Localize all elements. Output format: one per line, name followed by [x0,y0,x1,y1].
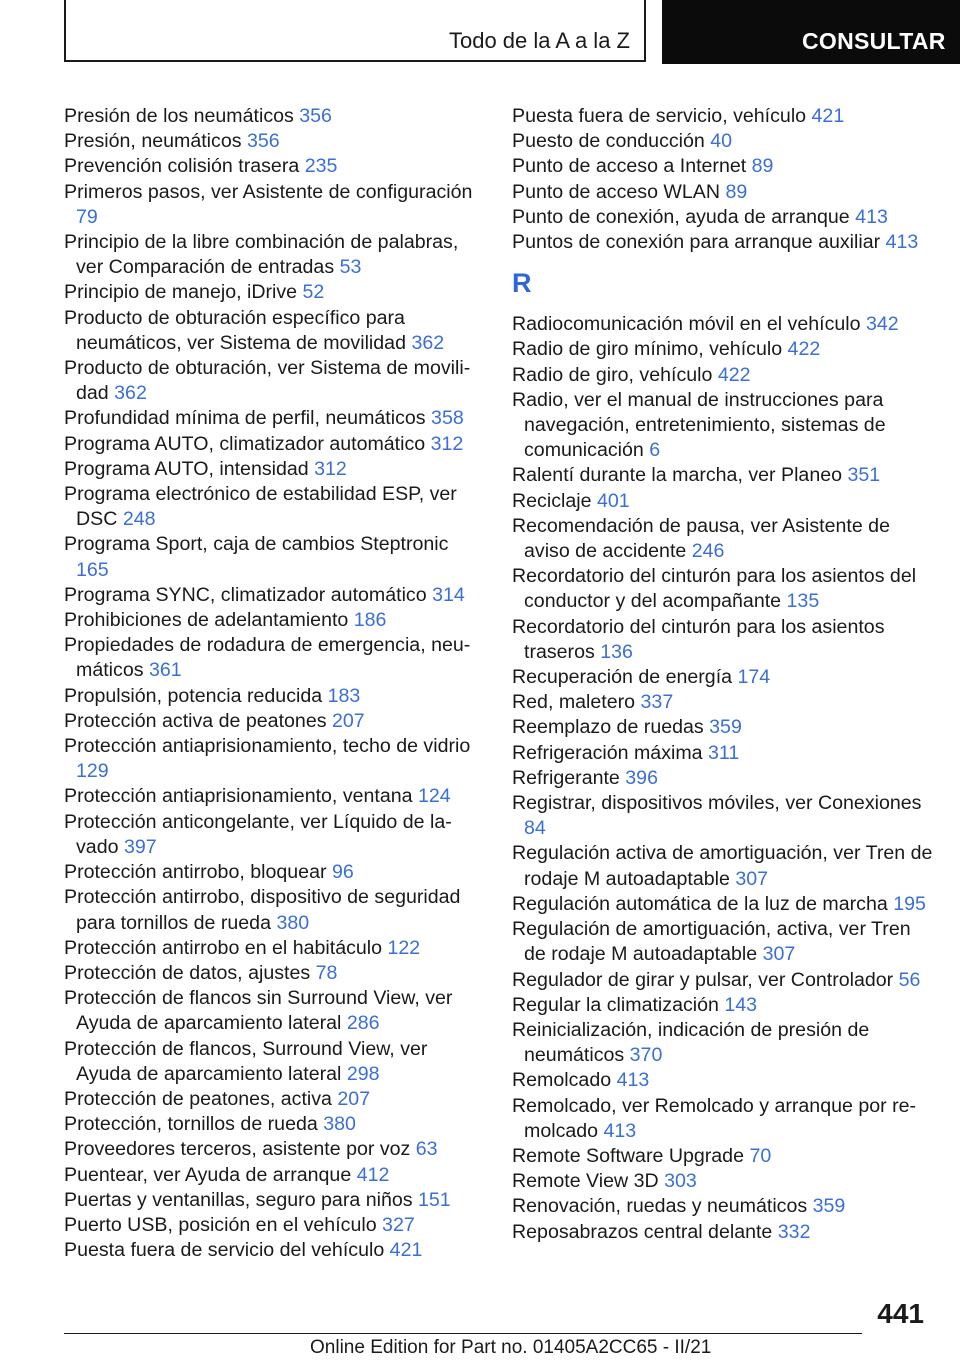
index-entry-text: Protección de flancos sin Surround View, ver Ayuda de aparcamiento lateral [64,987,453,1035]
index-entry-text: Puesta fuera de servicio del vehículo [64,1239,385,1262]
page-reference-link[interactable]: 422 [717,363,751,386]
index-entry [512,489,934,514]
page-reference-link[interactable]: 84 [524,817,546,840]
page-reference-link[interactable]: 70 [749,1144,772,1167]
index-entry-text: Regulador de girar y pulsar, ver Controlador [512,968,894,991]
index-entry [512,1169,934,1194]
index-entry [512,388,934,464]
page-reference-link[interactable]: 248 [122,508,156,531]
page-reference-link[interactable]: 396 [625,766,658,789]
index-entry-text: Presión, neumáticos [64,130,242,153]
page-reference-link[interactable]: 421 [811,105,845,127]
index-entry-text: Prohibiciones de adelantamiento [64,609,349,632]
index-entry-text: Reemplazo de ruedas [512,716,704,739]
index-entry-text: Registrar, dispositivos móviles, ver Conexiones [512,792,922,815]
index-entry-text: Recomendación de pausa, ver Asistente de aviso de accidente [512,514,890,563]
page-reference-link[interactable]: 78 [315,961,338,984]
page-reference-link[interactable]: 397 [123,835,157,858]
page-reference-link[interactable]: 422 [787,338,821,361]
index-entry [512,993,934,1018]
index-entry-text: Radio, ver el manual de instrucciones para navegación, entretenimiento, sistemas de comunicación [512,388,886,462]
page-reference-link[interactable]: 307 [735,867,769,890]
index-entry [64,709,482,734]
page-reference-link[interactable]: 286 [346,1012,380,1035]
index-entry [512,363,934,388]
index-entry-text: Puerto USB, posición en el vehículo [64,1213,377,1236]
index-entry-text: Programa AUTO, climatizador automático [64,432,426,455]
footer-edition: Online Edition for Part no. 01405A2CC65 - II/21 [310,1337,712,1358]
index-entry [64,1112,482,1137]
page-reference-link[interactable]: 359 [709,716,742,739]
index-entry [64,1238,482,1263]
index-entry [64,885,482,935]
index-entry [64,280,482,305]
page-reference-link[interactable]: 312 [430,432,464,455]
index-entry-text: Reposabrazos central delante [512,1220,773,1243]
index-entry-text: Protección, tornillos de rueda [64,1113,318,1136]
page-reference-link[interactable]: 311 [708,741,740,764]
index-entry-text: Principio de la libre combinación de palabras, ver Comparación de entradas [64,231,459,279]
page-reference-link[interactable]: 195 [893,892,926,915]
index-entry-text: Punto de conexión, ayuda de arranque [512,205,850,228]
index-entry-text: Red, maletero [512,691,636,714]
header-tab[interactable] [662,0,960,64]
index-entry-text: Recordatorio del cinturón para los asientos del conductor y del acompañante [512,565,917,613]
letter-heading: R [512,268,532,299]
page-reference-link[interactable]: 40 [710,130,733,153]
index-entry-text: Puentear, ver Ayuda de arranque [64,1163,352,1186]
index-entry [512,690,934,715]
index-entry [64,129,482,154]
page-reference-link[interactable]: 52 [302,281,325,304]
index-column-left [64,104,482,1263]
index-entry-text: Remolcado [512,1069,612,1092]
page-reference-link[interactable]: 207 [337,1087,371,1110]
index-entry-text: Radio de giro mínimo, vehículo [512,338,783,361]
index-entry-text: Puesta fuera de servicio, vehículo [512,105,807,127]
page-reference-link[interactable]: 370 [629,1044,663,1067]
index-entry [512,1194,934,1219]
index-entry [512,841,934,891]
index-entry [512,892,934,917]
index-entry [64,1163,482,1188]
index-entry-text: Radiocomunicación móvil en el vehículo [512,313,861,336]
page-reference-link[interactable]: 312 [314,457,347,480]
index-entry-text: Regulación de amortiguación, activa, ver Tren de rodaje M autoadaptable [512,918,911,966]
index-entry [512,230,934,255]
page-reference-link[interactable]: 356 [246,130,280,153]
index-entry-text: Prevención colisión trasera [64,155,300,178]
page-reference-link[interactable]: 89 [725,180,748,203]
index-entry [64,532,482,582]
index-entry-text: Primeros pasos, ver Asistente de configuración [64,180,473,203]
index-entry-text: Proveedores terceros, asistente por voz [64,1138,411,1161]
index-entry [512,564,934,614]
index-entry-text: Programa SYNC, climatizador automático [64,583,427,606]
page-reference-link[interactable]: 303 [664,1170,697,1193]
index-entry-text: Regulación activa de amortiguación, ver Tren de rodaje M autoadaptable [512,842,933,890]
index-group-p-continued [512,104,934,255]
page-reference-link[interactable]: 413 [616,1069,650,1092]
index-entry-text: Punto de acceso WLAN [512,180,721,203]
page-reference-link[interactable]: 362 [411,331,445,354]
index-entry [64,1188,482,1213]
index-column-right [512,104,934,1245]
index-entry [512,514,934,564]
index-entry [512,741,934,766]
index-entry [64,583,482,608]
index-entry [512,1220,934,1245]
page-reference-link[interactable]: 380 [276,911,310,934]
page-reference-link[interactable]: 56 [898,968,921,991]
index-entry [512,1094,934,1144]
index-entry [64,306,482,356]
index-entry [64,406,482,431]
index-entry-text: Protección antiaprisionamiento, techo de vidrio [64,735,471,758]
page-reference-link[interactable]: 186 [353,609,387,632]
index-entry [64,1087,482,1112]
index-entry [512,463,934,488]
index-entry-text: Propiedades de rodadura de emergencia, neumáticos [64,634,471,682]
index-entry-text: Reciclaje [512,489,592,512]
page-reference-link[interactable]: 143 [724,993,758,1016]
index-entry-text: Protección antirrobo en el habitáculo [64,936,383,959]
page-reference-link[interactable]: 136 [600,640,633,663]
index-entry-text: Renovación, ruedas y neumáticos [512,1195,808,1218]
index-entry [64,180,482,230]
index-entry [512,665,934,690]
index-entry [512,968,934,993]
tab-label: CONSULTAR [802,28,946,54]
index-entry [64,936,482,961]
index-entry-text: Protección activa de peatones [64,709,327,732]
index-entry [64,104,482,129]
index-entry-text: Profundidad mínima de perfil, neumáticos [64,407,426,430]
footer-divider [64,1333,862,1334]
page-reference-link[interactable]: 183 [327,684,361,707]
index-entry-text: Protección anticongelante, ver Líquido de lavado [64,810,452,858]
index-entry [512,154,934,179]
index-entry [64,784,482,809]
index-entry [64,608,482,633]
page-reference-link[interactable]: 135 [786,590,820,613]
index-entry-text: Producto de obturación específico para neumáticos, ver Sistema de movilidad [64,306,406,354]
index-entry [512,615,934,665]
index-entry [512,129,934,154]
index-entry [64,1037,482,1087]
page-reference-link[interactable]: 358 [431,407,464,430]
index-entry [512,715,934,740]
page-reference-link[interactable]: 413 [885,231,919,254]
index-entry-text: Producto de obturación, ver Sistema de movilidad [64,357,471,405]
index-entry [64,356,482,406]
index-entry [64,1213,482,1238]
page-reference-link[interactable]: 307 [762,943,796,966]
index-entry-text: Regular la climatización [512,993,719,1016]
index-entry [512,180,934,205]
page-reference-link[interactable]: 314 [432,583,465,606]
index-entry-text: Puertas y ventanillas, seguro para niños [64,1188,413,1211]
page-reference-link[interactable]: 413 [603,1119,637,1142]
page-reference-link[interactable]: 412 [356,1163,390,1186]
page-reference-link[interactable]: 207 [331,709,365,732]
index-entry [64,986,482,1036]
page-reference-link[interactable]: 332 [777,1220,811,1243]
index-entry-text: Protección antiaprisionamiento, ventana [64,785,413,808]
index-entry [512,1068,934,1093]
index-entry-text: Protección de peatones, activa [64,1087,332,1110]
page-reference-link[interactable]: 342 [865,313,899,336]
page-reference-link[interactable]: 337 [640,691,674,714]
index-entry [512,104,934,129]
page-reference-link[interactable]: 351 [847,464,881,487]
index-entry-text: Protección de flancos, Surround View, ver Ayuda de aparcamiento lateral [64,1037,428,1085]
page-reference-link[interactable]: 96 [331,861,354,884]
page-reference-link[interactable]: 413 [855,205,888,228]
index-entry [64,860,482,885]
page-reference-link[interactable]: 174 [737,666,771,689]
page-reference-link[interactable]: 53 [339,256,362,279]
index-entry [512,337,934,362]
page-reference-link[interactable]: 298 [346,1062,380,1085]
page-reference-link[interactable]: 401 [596,489,630,512]
index-entry [64,482,482,532]
index-entry-text: Remote Software Upgrade [512,1144,744,1167]
index-entry [512,312,934,337]
index-entry [512,791,934,841]
index-entry-text: Refrigerante [512,766,620,789]
page-reference-link[interactable]: 421 [389,1239,423,1262]
page-reference-link[interactable]: 129 [76,760,109,783]
index-entry [64,432,482,457]
page-reference-link[interactable]: 361 [148,659,182,682]
index-entry-text: Programa Sport, caja de cambios Steptronic [64,533,449,556]
page-reference-link[interactable]: 165 [76,558,109,581]
page-reference-link[interactable]: 124 [418,785,451,808]
page-reference-link[interactable]: 380 [323,1113,356,1136]
index-entry-text: Protección de datos, ajustes [64,961,311,984]
index-entry-text: Radio de giro, vehículo [512,363,713,386]
index-entry [64,230,482,280]
index-entry-text: Puntos de conexión para arranque auxiliar [512,231,881,254]
index-entry [64,810,482,860]
page-reference-link[interactable]: 122 [387,936,421,959]
page-reference-link[interactable]: 79 [76,205,98,228]
index-group-r [512,312,934,1245]
index-entry-text: Principio de manejo, iDrive [64,281,298,304]
index-entry [512,1018,934,1068]
index-entry-text: Reinicialización, indicación de presión de neumáticos [512,1018,870,1067]
index-entry [64,633,482,683]
index-entry [64,961,482,986]
index-entry-text: Remote View 3D [512,1170,659,1193]
section-title: Todo de la A a la Z [448,28,630,53]
index-entry-text: Refrigeración máxima [512,741,703,764]
page-reference-link[interactable]: 235 [304,155,338,178]
index-entry-text: Presión de los neumáticos [64,105,294,127]
index-entry-text: Recuperación de energía [512,666,733,689]
index-entry-text: Punto de acceso a Internet [512,155,747,178]
page-reference-link[interactable]: 89 [751,155,774,178]
page-reference-link[interactable]: 63 [415,1138,438,1161]
header-section-box [64,0,646,62]
page-reference-link[interactable]: 362 [114,382,147,405]
page-reference-link[interactable]: 246 [691,540,725,563]
index-entry [512,917,934,967]
index-entry-text: Protección antirrobo, dispositivo de seguridad para tornillos de rueda [64,886,461,934]
page-reference-link[interactable]: 151 [418,1188,451,1211]
index-entry-text: Regulación automática de la luz de marcha [512,892,888,915]
index-entry [64,154,482,179]
index-entry [64,734,482,784]
index-entry-text: Protección antirrobo, bloquear [64,861,327,884]
index-entry-text: Propulsión, potencia reducida [64,684,323,707]
page-number: 441 [877,1298,924,1329]
page-reference-link[interactable]: 359 [812,1195,846,1218]
index-entry-text: Ralentí durante la marcha, ver Planeo [512,464,843,487]
index-entry [64,457,482,482]
index-entry [512,1144,934,1169]
index-entry-text: Puesto de conducción [512,130,705,153]
index-entry-text: Recordatorio del cinturón para los asientos traseros [512,615,885,663]
page-reference-link[interactable]: 6 [649,439,661,462]
index-entry [64,684,482,709]
index-entry-text: Remolcado, ver Remolcado y arranque por remolcado [512,1094,917,1142]
page-reference-link[interactable]: 327 [382,1213,415,1236]
page-reference-link[interactable]: 356 [299,105,332,127]
index-entry-text: Programa electrónico de estabilidad ESP, ver DSC [64,483,457,531]
index-entry [512,205,934,230]
index-entry [64,1137,482,1162]
index-entry [512,766,934,791]
index-entry-text: Programa AUTO, intensidad [64,457,309,480]
